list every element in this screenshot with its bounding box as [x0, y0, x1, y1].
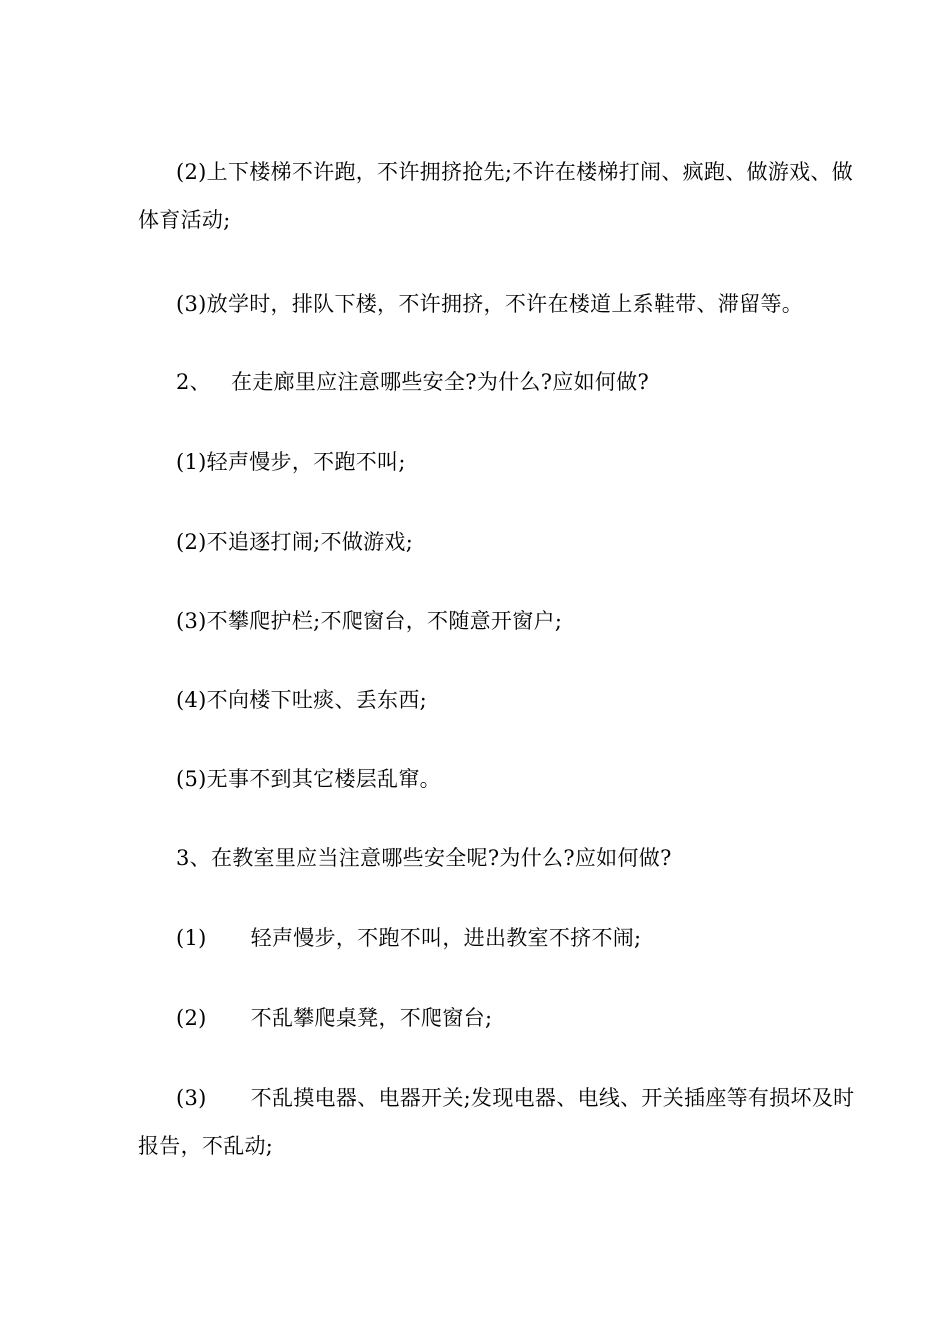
paragraph-text: (2)不追逐打闹;不做游戏;	[176, 530, 414, 554]
list-number: (3)	[176, 1086, 207, 1110]
list-number: (1)	[176, 926, 207, 950]
paragraph-corridor-rule-2	[176, 518, 906, 566]
paragraph-classroom-rule-3	[138, 1074, 873, 1170]
paragraph-text: (2)上下楼梯不许跑，不许拥挤抢先;不许在楼梯打闹、疯跑、做游戏、做体育活动;	[138, 160, 854, 232]
paragraph-corridor-rule-3	[176, 597, 906, 645]
section-title: 在走廊里应注意哪些安全?为什么?应如何做?	[230, 370, 650, 394]
paragraph-classroom-rule-2	[176, 994, 906, 1042]
section-number: 2、	[176, 370, 211, 394]
paragraph-text: 不乱攀爬桌凳，不爬窗台;	[250, 1006, 493, 1030]
paragraph-text: (3)不攀爬护栏;不爬窗台，不随意开窗户;	[176, 609, 563, 633]
section-title: 3、在教室里应当注意哪些安全呢?为什么?应如何做?	[176, 846, 672, 870]
section-heading-corridor	[176, 358, 906, 406]
paragraph-text: (3)放学时，排队下楼，不许拥挤，不许在楼道上系鞋带、滞留等。	[176, 292, 804, 316]
paragraph-text: 不乱摸电器、电器开关;发现电器、电线、开关插座等有损坏及时报告，不乱动;	[138, 1086, 855, 1158]
paragraph-text: (5)无事不到其它楼层乱窜。	[176, 767, 441, 791]
paragraph-text: (1)轻声慢步，不跑不叫;	[176, 450, 406, 474]
paragraph-corridor-rule-5	[176, 755, 906, 803]
list-number: (2)	[176, 1006, 207, 1030]
paragraph-classroom-rule-1	[176, 914, 906, 962]
paragraph-stairs-rule-3	[176, 280, 906, 328]
paragraph-corridor-rule-1	[176, 438, 906, 486]
paragraph-text: (4)不向楼下吐痰、丢东西;	[176, 688, 428, 712]
paragraph-text: 轻声慢步，不跑不叫，进出教室不挤不闹;	[250, 926, 642, 950]
paragraph-stairs-rule-2	[138, 148, 873, 244]
paragraph-corridor-rule-4	[176, 676, 906, 724]
section-heading-classroom	[176, 834, 906, 882]
